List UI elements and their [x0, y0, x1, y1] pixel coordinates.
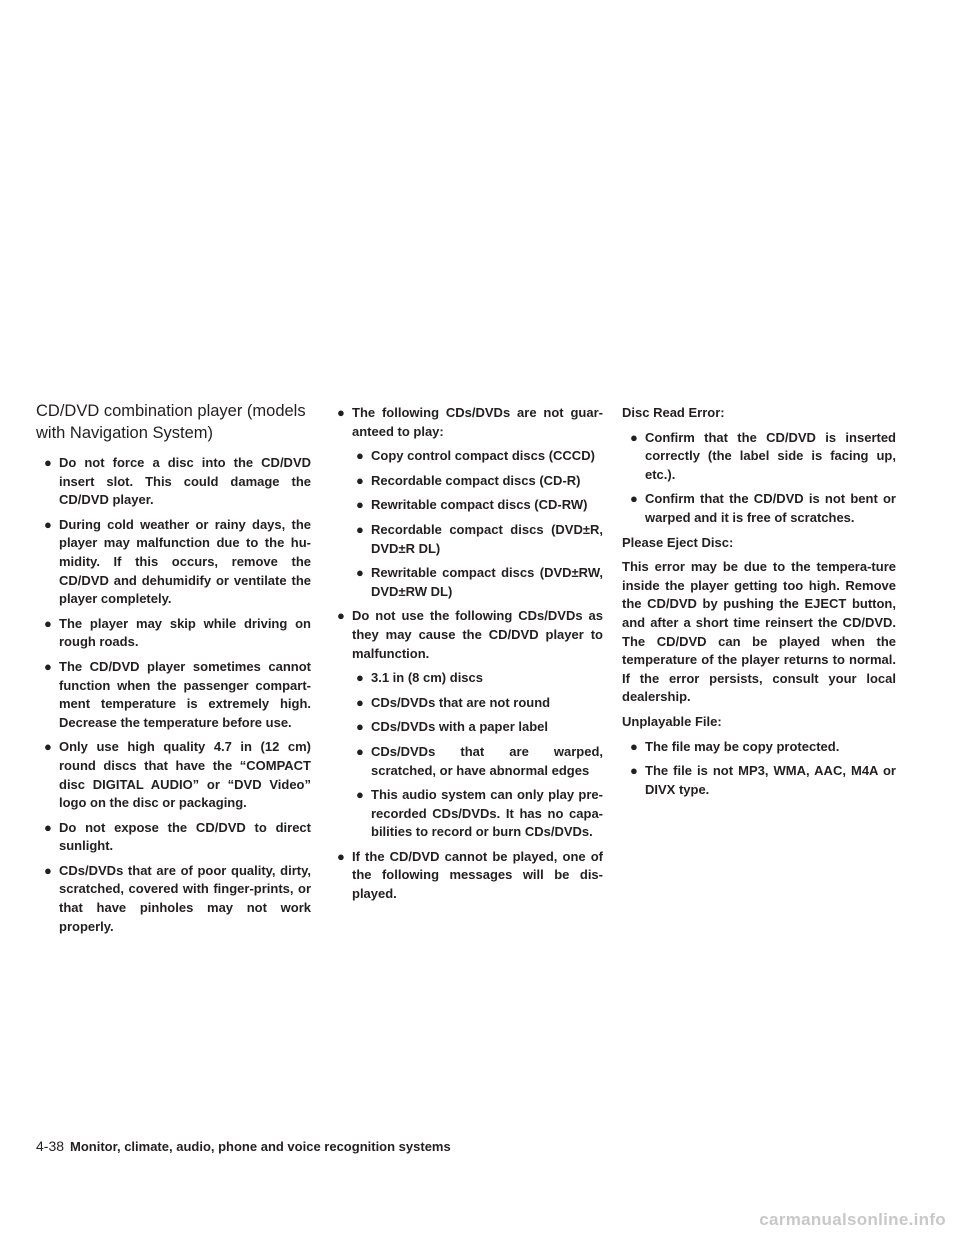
eject-heading: Please Eject Disc: — [622, 534, 734, 550]
list-item: ● Confirm that the CD/DVD is inserted correctly (the label side is facing up, etc.). — [630, 429, 896, 482]
section-title — [36, 400, 311, 444]
bullet-icon: ● — [356, 719, 364, 735]
list-item: ● Do not force a disc into the CD/DVD insert slot. This could damage the CD/DVD player. — [44, 455, 311, 508]
bullet-icon: ● — [337, 848, 345, 864]
sub-list-item: ● Rewritable compact discs (CD-RW) — [329, 496, 603, 515]
list-item: ● The following CDs/DVDs are not guar-anteed to play: — [337, 405, 603, 439]
column-2 — [329, 404, 603, 909]
bullet-icon: ● — [356, 565, 364, 581]
sub-list-item: ● Copy control compact discs (CCCD) — [329, 447, 603, 466]
list-item: ● Do not expose the CD/DVD to direct sunlight. — [44, 819, 311, 854]
list-item: ● The player may skip while driving on rough roads. — [44, 615, 311, 650]
bullet-icon: ● — [630, 491, 638, 507]
unplayable-heading: Unplayable File: — [622, 713, 722, 729]
list-item: ● The file is not MP3, WMA, AAC, M4A or DIVX type. — [630, 763, 896, 797]
bullet-icon: ● — [337, 608, 345, 624]
list-item: ● If the CD/DVD cannot be played, one of the following messages will be dis-played. — [337, 848, 603, 902]
bullet-icon: ● — [356, 670, 364, 686]
list-item: ● Confirm that the CD/DVD is not bent or warped and it is free of scratches. — [630, 491, 896, 525]
bullet-icon: ● — [356, 497, 364, 513]
sub-list-item: ● Recordable compact discs (DVD±R, DVD±R DL) — [356, 521, 603, 556]
bullet-icon: ● — [44, 658, 52, 674]
bullet-icon: ● — [630, 429, 638, 445]
sub-list-item: ● CDs/DVDs that are not round — [329, 694, 603, 713]
sub-list-item: ● 3.1 in (8 cm) discs — [329, 669, 603, 688]
bullet-icon: ● — [44, 516, 52, 532]
list-item: ● Only use high quality 4.7 in (12 cm) round discs that have the “COMPACT disc DIGITAL AUDIO” or “DVD Video” logo on the disc or packaging. — [44, 739, 311, 811]
list-item: ● CDs/DVDs that are of poor quality, dirty, scratched, covered with finger-prints, or that have pinholes may not work properly. — [44, 862, 311, 934]
list-item: ● The file may be copy protected. — [622, 738, 896, 757]
page-footer — [36, 1138, 451, 1154]
list-item: ● During cold weather or rainy days, the player may malfunction due to the hu-midity. If this occurs, remove the CD/DVD and dehumidify or ventilate the player completely. — [44, 516, 311, 607]
bullet-icon: ● — [630, 763, 638, 779]
eject-paragraph: This error may be due to the tempera-ture inside the player getting too high. Remove the CD/DVD by pushing the EJECT button, and after a short time reinsert the CD/DVD. The CD/DVD can be played when the temperature of the player returns to normal. If the error persists, consult your local dealership. — [622, 559, 896, 705]
bullet-icon: ● — [44, 862, 52, 878]
page-number: 4-38 — [36, 1138, 65, 1154]
sub-list-item: ● Recordable compact discs (CD-R) — [329, 472, 603, 491]
bullet-icon: ● — [356, 521, 364, 537]
sub-list-item: ● This audio system can only play pre-recorded CDs/DVDs. It has no capa-bilities to record or burn CDs/DVDs. — [356, 787, 603, 840]
bullet-icon: ● — [356, 743, 364, 759]
column-3 — [622, 404, 896, 804]
bullet-icon: ● — [44, 455, 52, 470]
sub-list-item: ● Rewritable compact discs (DVD±RW, DVD±RW DL) — [356, 565, 603, 599]
bullet-icon: ● — [356, 448, 364, 464]
bullet-icon: ● — [356, 787, 364, 803]
list-item: ● The CD/DVD player sometimes cannot function when the passenger compart-ment temperature is extremely high. Decrease the temperature before use. — [44, 658, 311, 730]
disc-read-error-heading: Disc Read Error: — [622, 405, 725, 420]
section-title-line-2: with Navigation System) — [36, 424, 213, 442]
bullet-icon: ● — [356, 472, 364, 488]
watermark: carmanualsonline.info — [759, 1210, 946, 1229]
bullet-icon: ● — [44, 615, 52, 631]
list-item: ● Do not use the following CDs/DVDs as they may cause the CD/DVD player to malfunction. — [337, 608, 603, 661]
sub-list-item: ● CDs/DVDs that are warped, scratched, or have abnormal edges — [356, 743, 603, 778]
bullet-icon: ● — [44, 739, 52, 755]
bullet-icon: ● — [337, 405, 345, 420]
bullet-icon: ● — [630, 738, 638, 754]
section-title-line-1: CD/DVD combination player (models — [36, 402, 306, 420]
bullet-icon: ● — [356, 694, 364, 710]
sub-list-item: ● CDs/DVDs with a paper label — [329, 718, 603, 737]
chapter-title: Monitor, climate, audio, phone and voice recognition systems — [70, 1139, 451, 1154]
column-1 — [36, 400, 311, 941]
bullet-icon: ● — [44, 819, 52, 835]
